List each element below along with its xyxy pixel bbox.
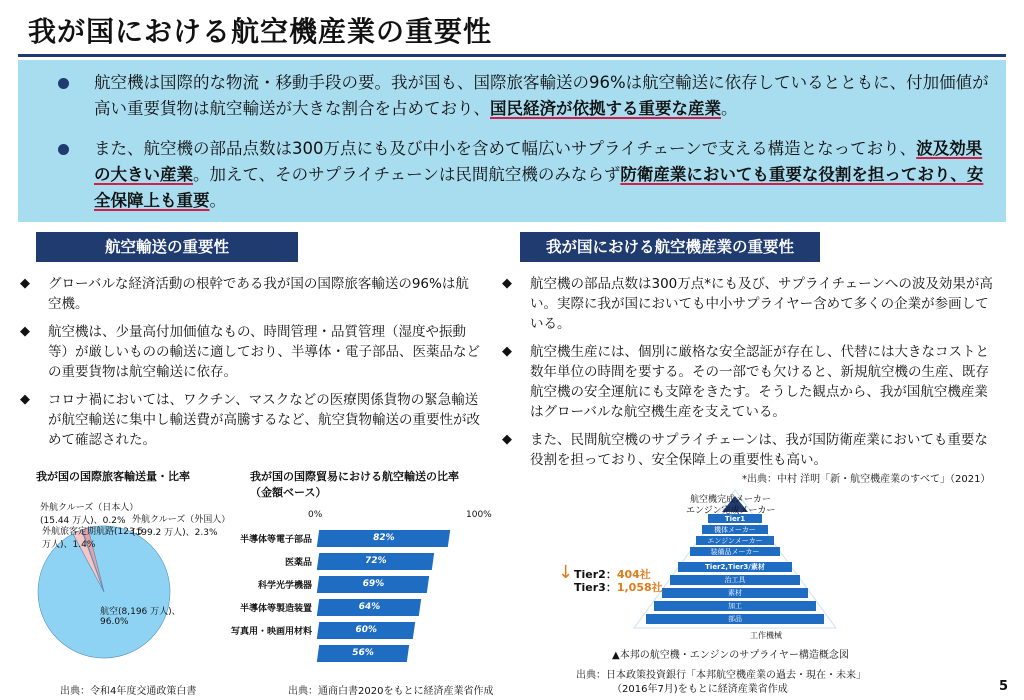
tier1-row: 機体メーカー bbox=[714, 526, 756, 534]
pyramid-top-label-2: エンジン完成メーカー bbox=[686, 506, 776, 516]
bar: 64% bbox=[317, 599, 422, 616]
highlight-text: 。 bbox=[209, 191, 226, 210]
tier23-row: 治工具 bbox=[724, 576, 746, 584]
highlight-emphasis: 波及効果の大きい産業 bbox=[94, 139, 983, 184]
axis-tick-100: 100% bbox=[466, 510, 492, 520]
diamond-bullet-icon: ◆ bbox=[502, 432, 512, 447]
tier23-row: 加工 bbox=[728, 602, 742, 610]
right-source-line1: 出典：日本政策投資銀行「本邦航空機産業の過去・現在・未来」 bbox=[576, 670, 866, 681]
tier1-row: エンジンメーカー bbox=[707, 537, 763, 545]
highlight-text: また、航空機の部品点数は300万点にも及び中小を含めて幅広いサプライチェーンで支える構造となっており、 bbox=[94, 139, 917, 158]
pyramid-caption: ▲本邦の航空機・エンジンのサプライヤー構造概念図 bbox=[612, 650, 849, 661]
bullet-dot-icon bbox=[58, 144, 69, 155]
bar: 82% bbox=[317, 530, 451, 547]
diamond-bullet-icon: ◆ bbox=[20, 324, 30, 339]
bar-category-label: 半導体等製造装置 bbox=[239, 604, 312, 614]
footnote: *出典：中村 洋明「新・航空機産業のすべて」（2021） bbox=[742, 474, 991, 485]
bar-category-label: 科学光学機器 bbox=[257, 581, 312, 591]
tier3-count-line: Tier3：1,058社 bbox=[574, 581, 663, 594]
right-section-heading: 我が国における航空機産業の重要性 bbox=[520, 232, 820, 262]
bar: 72% bbox=[317, 553, 435, 570]
highlight-item-1 bbox=[58, 70, 998, 122]
tier23-label: Tier2,Tier3/素材 bbox=[705, 563, 765, 571]
highlight-emphasis: 国民経済が依拠する重要な産業 bbox=[490, 99, 721, 118]
left-bullet-list bbox=[18, 274, 480, 458]
diamond-bullet-icon: ◆ bbox=[20, 392, 30, 407]
tier2-count: 404社 bbox=[616, 568, 651, 581]
pie-chart-title: 我が国の国際旅客輸送量・比率 bbox=[36, 470, 190, 483]
page-number: 5 bbox=[998, 679, 1008, 694]
right-source-line2: （2016年7月)をもとに経済産業省作成 bbox=[612, 684, 788, 695]
page-title: 我が国における航空機産業の重要性 bbox=[28, 15, 493, 48]
list-item: ◆ 航空機の部品点数は300万点*にも及び、サプライチェーンへの波及効果が高い。実際に我が国においても中小サプライヤー含めて多くの企業が参画している。 bbox=[502, 276, 993, 332]
highlight-emphasis: 防衛産業においても重要な役割を担っており、安全保障上も重要 bbox=[94, 165, 984, 210]
pie-label-air: 航空(8,196 万人)、96.0% bbox=[100, 607, 181, 627]
list-item: ◆ 航空機生産には、個別に厳格な安全認証が存在し、代替には大きなコストと数年単位の時間を要する。その一部でも欠けると、新規航空機の生産、既存航空機の安全運航にも支障をきたす。そうした観点から、我が国航空機産業はグローバルな航空機生産を支えている。 bbox=[502, 344, 989, 420]
tier1-label: Tier1 bbox=[724, 515, 746, 523]
pyramid-bottom-row: 工作機械 bbox=[750, 631, 782, 640]
diamond-bullet-icon: ◆ bbox=[502, 276, 512, 291]
tier2-count-line: Tier2：404社 bbox=[574, 568, 651, 581]
pie-label-cruise-jp: 外航クルーズ（日本人）(15.44 万人)、0.2% bbox=[40, 503, 139, 526]
pie-label-cruise-foreign: 外航クルーズ（外国人）(199.2 万人)、2.3% bbox=[132, 515, 231, 538]
highlight-text: 航空機は国際的な物流・移動手段の要。我が国も、国際旅客輸送の96%は航空輸送に依存しているとともに、付加価値が高い重要貨物は航空輸送が大きな割合を占めており、 bbox=[94, 73, 989, 118]
axis-tick-0: 0% bbox=[308, 510, 323, 520]
pie-label-ferry: 外航旅客定期航路(123.5 万人)、1.4% bbox=[42, 527, 144, 550]
bar-category-label: 半導体等電子部品 bbox=[239, 535, 312, 545]
bar-chart-title: 我が国の国際貿易における航空輸送の比率 bbox=[250, 470, 459, 483]
list-item: ◆ グローバルな経済活動の根幹である我が国の国際旅客輸送の96%は航空機。 bbox=[20, 276, 469, 312]
list-item: ◆ 航空機は、少量高付加価値なもの、時間管理・品質管理（湿度や振動等）が厳しいものの輸送に適しており、半導体・電子部品、医薬品などの重要貨物は航空輸送に依存。 bbox=[20, 324, 480, 380]
list-item: ◆ コロナ禍においては、ワクチン、マスクなどの医療関係貨物の緊急輸送が航空輸送に集中し輸送費が高騰するなど、航空貨物輸送の重要性が改めて確認された。 bbox=[20, 392, 480, 448]
pyramid-top-label-1: 航空機完成メーカー bbox=[690, 495, 771, 505]
highlight-item-2 bbox=[58, 136, 998, 214]
arrow-down-icon: ↓ bbox=[558, 562, 574, 583]
bar-category-label: 写真用・映画用材料 bbox=[230, 627, 312, 637]
left-section-heading: 航空輸送の重要性 bbox=[36, 232, 298, 262]
bar-chart-subtitle: （金額ベース） bbox=[250, 486, 327, 499]
bar-source: 出典：通商白書2020をもとに経済産業省作成 bbox=[288, 686, 494, 697]
bullet-dot-icon bbox=[58, 78, 69, 89]
highlight-box bbox=[18, 60, 1006, 222]
bar: 69% bbox=[317, 576, 430, 593]
title-underline bbox=[18, 54, 1006, 57]
right-bullet-list bbox=[500, 274, 995, 478]
highlight-text: 。 bbox=[721, 99, 738, 118]
tier23-row: 素材 bbox=[728, 589, 742, 597]
pie-source: 出典：令和4年度交通政策白書 bbox=[60, 686, 197, 697]
tier23-row: 部品 bbox=[728, 615, 742, 623]
tier1-row: 装備品メーカー bbox=[710, 548, 760, 556]
diamond-bullet-icon: ◆ bbox=[20, 276, 30, 291]
highlight-text: 。加えて、そのサプライチェーンは民間航空機のみならず bbox=[193, 165, 621, 184]
diamond-bullet-icon: ◆ bbox=[502, 344, 512, 359]
tier3-count: 1,058社 bbox=[616, 581, 663, 594]
bar: 56% bbox=[317, 645, 409, 662]
list-item: ◆ また、民間航空機のサプライチェーンは、我が国防衛産業においても重要な役割を担っており、安全保障上の重要性も高い。 bbox=[502, 432, 988, 468]
bar-category-label: 医薬品 bbox=[284, 558, 312, 568]
bar: 60% bbox=[317, 622, 415, 639]
